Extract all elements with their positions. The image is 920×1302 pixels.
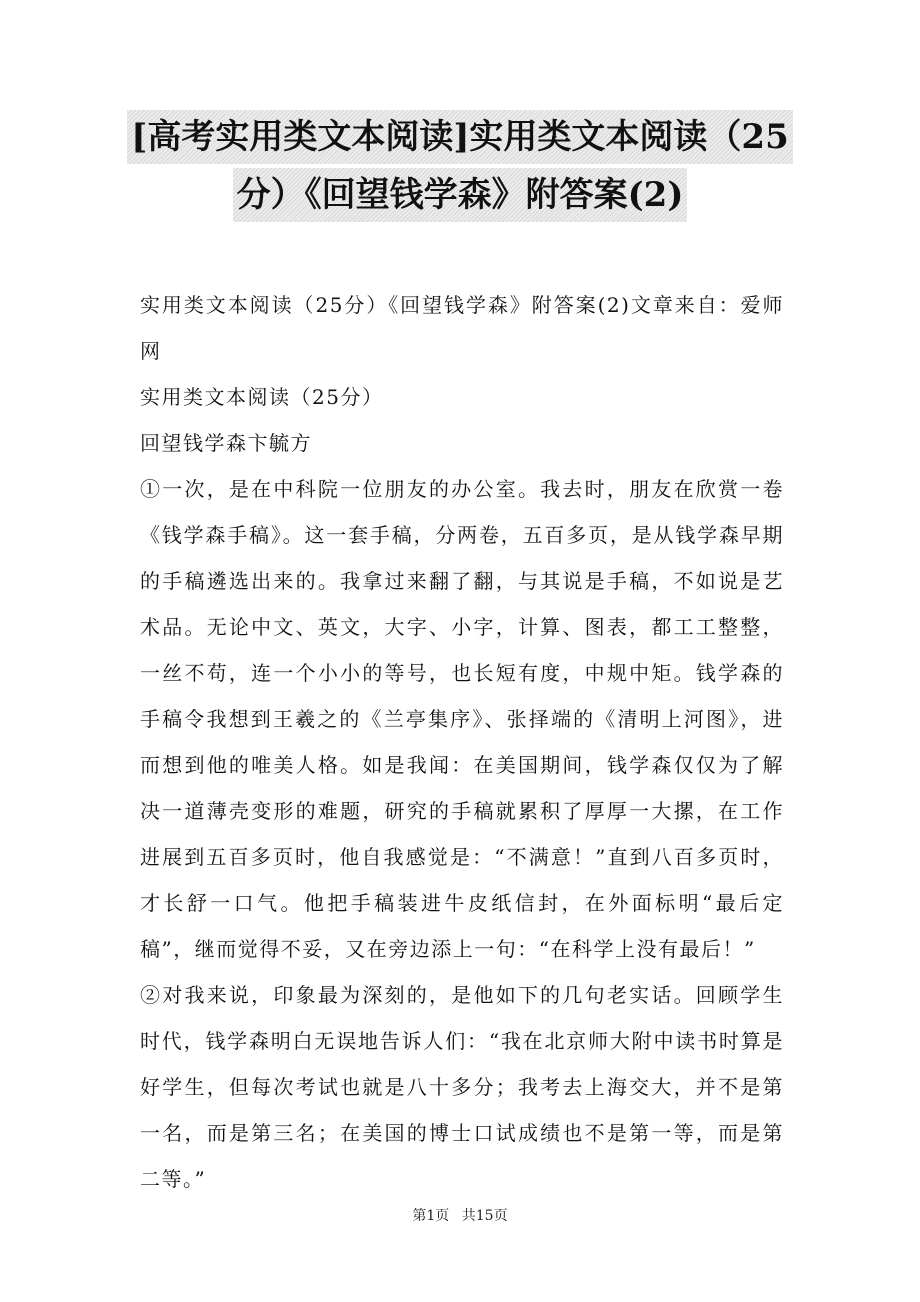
source-line: 实用类文本阅读（25分）《回望钱学森》附答案(2)文章来自：爱师网 — [140, 293, 784, 363]
paragraph-1: ①一次，是在中科院一位朋友的办公室。我去时，朋友在欣赏一卷《钱学森手稿》。这一套手稿，分两卷，五百多页，是从钱学森早期的手稿遴选出来的。我拿过来翻了翻，与其说是手稿，不如说是艺术品。无论中文、英文，大字、小字，计算、图表，都工工整整，一丝不苟，连一个小小的等号，也长短有度，中规中矩。钱学森的手稿令我想到王羲之的《兰亭集序》、张择端的《清明上河图》，进而想到他的唯美人格。如是我闻：在美国期间，钱学森仅仅为了解决一道薄壳变形的难题，研究的手稿就累积了厚厚一大摞，在工作进展到五百多页时，他自我感觉是：“不满意！”直到八百多页时，才长舒一口气。他把手稿装进牛皮纸信封，在外面标明“最后定稿”，继而觉得不妥，又在旁边添上一句：“在科学上没有最后！” — [140, 477, 784, 961]
title-line-2: 分）《回望钱学森》附答案(2) — [233, 168, 688, 222]
title-line-1: [高考实用类文本阅读]实用类文本阅读（25 — [127, 110, 793, 164]
document-body — [140, 282, 784, 1202]
page-title — [0, 110, 920, 222]
page-footer — [0, 1206, 920, 1226]
paragraph-2: ②对我来说，印象最为深刻的，是他如下的几句老实话。回顾学生时代，钱学森明白无误地告诉人们：“我在北京师大附中读书时算是好学生，但每次考试也就是八十多分；我考去上海交大，并不是第一名，而是第三名；在美国的博士口试成绩也不是第一等，而是第二等。” — [140, 983, 784, 1191]
article-title-author: 回望钱学森卞毓方 — [140, 431, 312, 455]
total-pages: 共15页 — [461, 1208, 508, 1224]
section-heading: 实用类文本阅读（25分） — [140, 385, 384, 409]
page-number: 第1页 — [412, 1208, 450, 1224]
